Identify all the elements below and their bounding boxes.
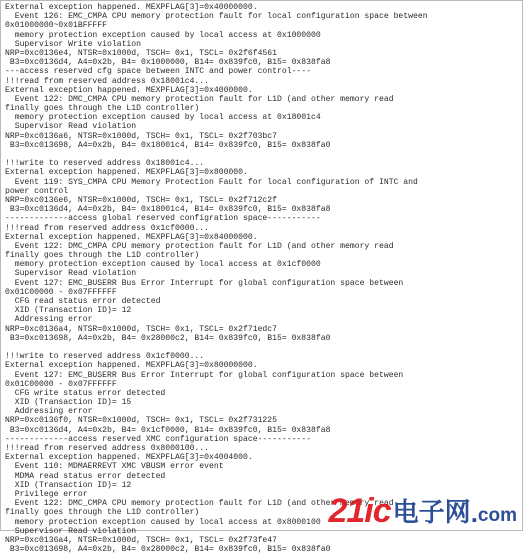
console-line: memory protection exception caused by local access at 0x1cf0000 bbox=[5, 260, 321, 270]
console-line: Event 110: MDMAERREVT XMC VBUSM error event bbox=[5, 462, 224, 472]
watermark-dot: . bbox=[470, 498, 478, 528]
console-line: Event 122: DMC_CMPA CPU memory protection fault for L1D (and other memory read bbox=[5, 499, 394, 509]
console-line: External exception happened. MEXPFLAG[3]=0x80000000. bbox=[5, 361, 258, 371]
console-line: XID (Transaction ID)= 15 bbox=[5, 398, 132, 408]
console-line: Event 122: DMC_CMPA CPU memory protection fault for L1D (and other memory read bbox=[5, 241, 394, 251]
console-line: !!!write to reserved address 0x18001c4... bbox=[5, 159, 205, 169]
console-line: 0x01C00000 - 0x07FFFFFF bbox=[5, 287, 117, 297]
site-watermark-logo bbox=[328, 494, 517, 528]
watermark-chinese: 电子网 bbox=[392, 498, 471, 528]
console-line: Event 127: EMC_BUSERR Bus Error Interrupt for global configuration space between bbox=[5, 278, 404, 288]
console-line: XID (Transaction ID)= 12 bbox=[5, 306, 132, 316]
console-line: NRP=0xc0136a4, NTSR=0x1000d, TSCH= 0x1, TSCL= 0x2f73fe47 bbox=[5, 535, 277, 545]
console-line: NRP=0xc0136a6, NTSR=0x1000d, TSCH= 0x1, TSCL= 0x2f703bc7 bbox=[5, 131, 277, 141]
console-line: !!!read from reserved address 0x1cf0000... bbox=[5, 223, 209, 233]
console-line: Supervisor Read violation bbox=[5, 269, 137, 279]
console-line: CFG read status error detected bbox=[5, 297, 161, 306]
console-line: Event 122: DMC_CMPA CPU memory protection fault for L1D (and other memory read bbox=[5, 94, 394, 104]
console-line bbox=[5, 150, 520, 159]
console-line: Event 127: EMC_BUSERR Bus Error Interrupt for global configuration space between bbox=[5, 370, 404, 380]
console-line: CFG write status error detected bbox=[5, 388, 166, 398]
console-line: External exception happened. MEXPFLAG[3]=0x4004000. bbox=[5, 453, 253, 463]
console-line: MDMA read status error detected bbox=[5, 471, 166, 481]
console-line: memory protection exception caused by local access at 0x1000000 bbox=[5, 30, 321, 40]
console-line: Addressing error bbox=[5, 315, 93, 325]
console-line: -------------access reserved XMC configuration space----------- bbox=[5, 434, 311, 444]
console-line: 0x01C00000 - 0x07FFFFFF bbox=[5, 379, 117, 389]
console-line: !!!read from reserved address 0x18001c4... bbox=[5, 76, 209, 86]
console-line bbox=[5, 343, 520, 352]
console-line: Event 119: SYS_CMPA CPU Memory Protection Fault for local configuration of INTC and bbox=[5, 177, 418, 187]
console-line: ---access reserved cfg space between INTC and power control---- bbox=[5, 67, 311, 77]
watermark-brand: 21ic bbox=[328, 492, 391, 530]
console-line: B3=0xc0136d4, A4=0x2b, B4= 0x1000000, B14= 0x839fc0, B15= 0x838fa8 bbox=[5, 58, 331, 68]
console-line: Event 126: EMC_CMPA CPU memory protection fault for local configuration space between bbox=[5, 12, 428, 22]
console-line: B3=0xc013698, A4=0x2b, B4= 0x28000c2, B14= 0x839fc0, B15= 0x838fa0 bbox=[5, 333, 331, 343]
watermark-domain: com bbox=[477, 505, 517, 526]
console-line: Privilege error bbox=[5, 489, 88, 499]
console-line: B3=0xc0136d4, A4=0x2b, B4= 0x1cf0000, B14= 0x839fc0, B15= 0x838fa8 bbox=[5, 425, 331, 435]
console-line: NRP=0xc0136e6, NTSR=0x1000d, TSCH= 0x1, TSCL= 0x2f712c2f bbox=[5, 195, 277, 205]
console-line: External exception happened. MEXPFLAG[3]=0x40000000. bbox=[5, 3, 258, 12]
console-lines bbox=[5, 3, 520, 554]
console-line: Supervisor Write violation bbox=[5, 39, 141, 49]
console-line: finally goes through the L1D controller) bbox=[5, 251, 200, 261]
console-line: 0x01000000~0x01BFFFFF bbox=[5, 21, 107, 31]
console-line: XID (Transaction ID)= 12 bbox=[5, 480, 132, 490]
console-line: Supervisor Read violation bbox=[5, 526, 137, 536]
console-line: External exception happened. MEXPFLAG[3]=0x800000. bbox=[5, 168, 248, 178]
console-line: Addressing error bbox=[5, 407, 93, 417]
console-line: External exception happened. MEXPFLAG[3]=0x4000000. bbox=[5, 85, 253, 95]
console-line: Supervisor Read violation bbox=[5, 122, 137, 132]
console-line: finally goes through the L1D controller) bbox=[5, 508, 200, 518]
console-line: External exception happened. MEXPFLAG[3]=0x84000000. bbox=[5, 232, 258, 242]
console-line: memory protection exception caused by local access at 0x8000100 bbox=[5, 517, 321, 527]
console-line: B3=0xc013698, A4=0x2b, B4= 0x18001c4, B14= 0x839fc0, B15= 0x838fa0 bbox=[5, 140, 331, 150]
console-line: NRP=0xc0136f0, NTSR=0x1000d, TSCH= 0x1, TSCL= 0x2f731225 bbox=[5, 416, 277, 426]
console-line: !!!write to reserved address 0x1cf0000... bbox=[5, 352, 205, 362]
console-line: power control bbox=[5, 186, 69, 196]
console-line: B3=0xc0136d4, A4=0x2b, B4= 0x18001c4, B14= 0x839fc0, B15= 0x838fa8 bbox=[5, 205, 331, 215]
console-line: !!!read from reserved address 0x8000100... bbox=[5, 444, 209, 453]
console-line: finally goes through the L1D controller) bbox=[5, 104, 200, 114]
console-line: NRP=0xc0136e4, NTSR=0x1000d, TSCH= 0x1, TSCL= 0x2f6f4561 bbox=[5, 48, 277, 58]
console-line: memory protection exception caused by local access at 0x18001c4 bbox=[5, 113, 321, 123]
console-line: -------------access global reserved configration space----------- bbox=[5, 214, 321, 224]
console-line: B3=0xc013698, A4=0x2b, B4= 0x28000c2, B14= 0x839fc0, B15= 0x838fa0 bbox=[5, 545, 331, 554]
console-line: NRP=0xc0136a4, NTSR=0x1000d, TSCH= 0x1, TSCL= 0x2f71edc7 bbox=[5, 324, 277, 334]
